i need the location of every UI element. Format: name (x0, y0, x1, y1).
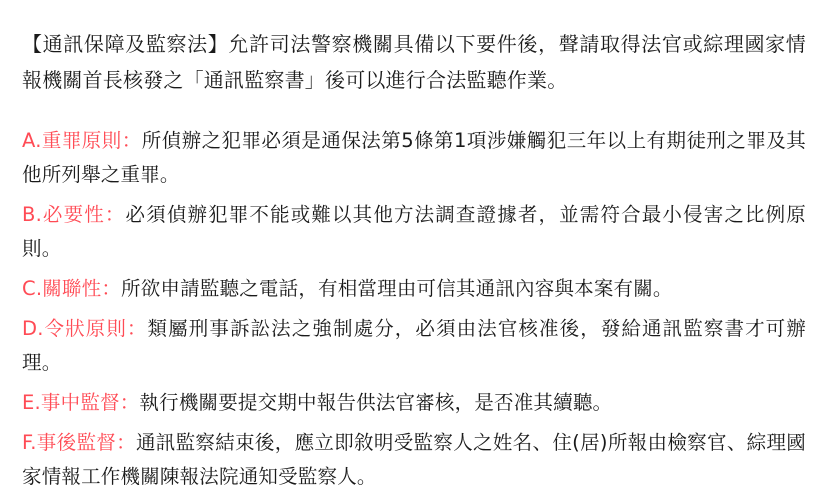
principle-label-e: E.事中監督： (22, 391, 140, 414)
principle-item-d (22, 312, 806, 380)
principle-label-a: A.重罪原則： (22, 129, 142, 152)
principle-text-c: 所欲申請監聽之電話，有相當理由可信其通訊內容與本案有關。 (121, 277, 673, 300)
principle-label-d: D.令狀原則： (22, 317, 148, 340)
principle-text-f: 通訊監察結束後，應立即敘明受監察人之姓名、住(居)所報由檢察官、綜理國家情報工作機關陳報法院通知受監察人。 (22, 431, 806, 488)
principle-text-e: 執行機關要提交期中報告供法官審核，是否准其續聽。 (139, 391, 613, 414)
principle-text-d: 類屬刑事訴訟法之強制處分，必須由法官核准後，發給通訊監察書才可辦理。 (22, 317, 806, 374)
principle-item-a (22, 124, 806, 192)
principle-label-b: B.必要性： (22, 203, 126, 226)
principle-label-f: F.事後監督： (22, 431, 136, 454)
principle-item-c (22, 272, 806, 306)
principle-text-b: 必須偵辦犯罪不能或難以其他方法調查證據者，並需符合最小侵害之比例原則。 (22, 203, 806, 260)
principle-text-a: 所偵辦之犯罪必須是通保法第5條第1項涉嫌觸犯三年以上有期徒刑之罪及其他所列舉之重罪。 (22, 129, 806, 186)
principle-item-b (22, 198, 806, 266)
principle-item-e (22, 386, 806, 420)
principle-label-c: C.關聯性： (22, 277, 122, 300)
intro-paragraph: 【通訊保障及監察法】允許司法警察機關具備以下要件後，聲請取得法官或綜理國家情報機關首長核發之「通訊監察書」後可以進行合法監聽作業。 (22, 32, 806, 92)
principle-item-f (22, 426, 806, 494)
